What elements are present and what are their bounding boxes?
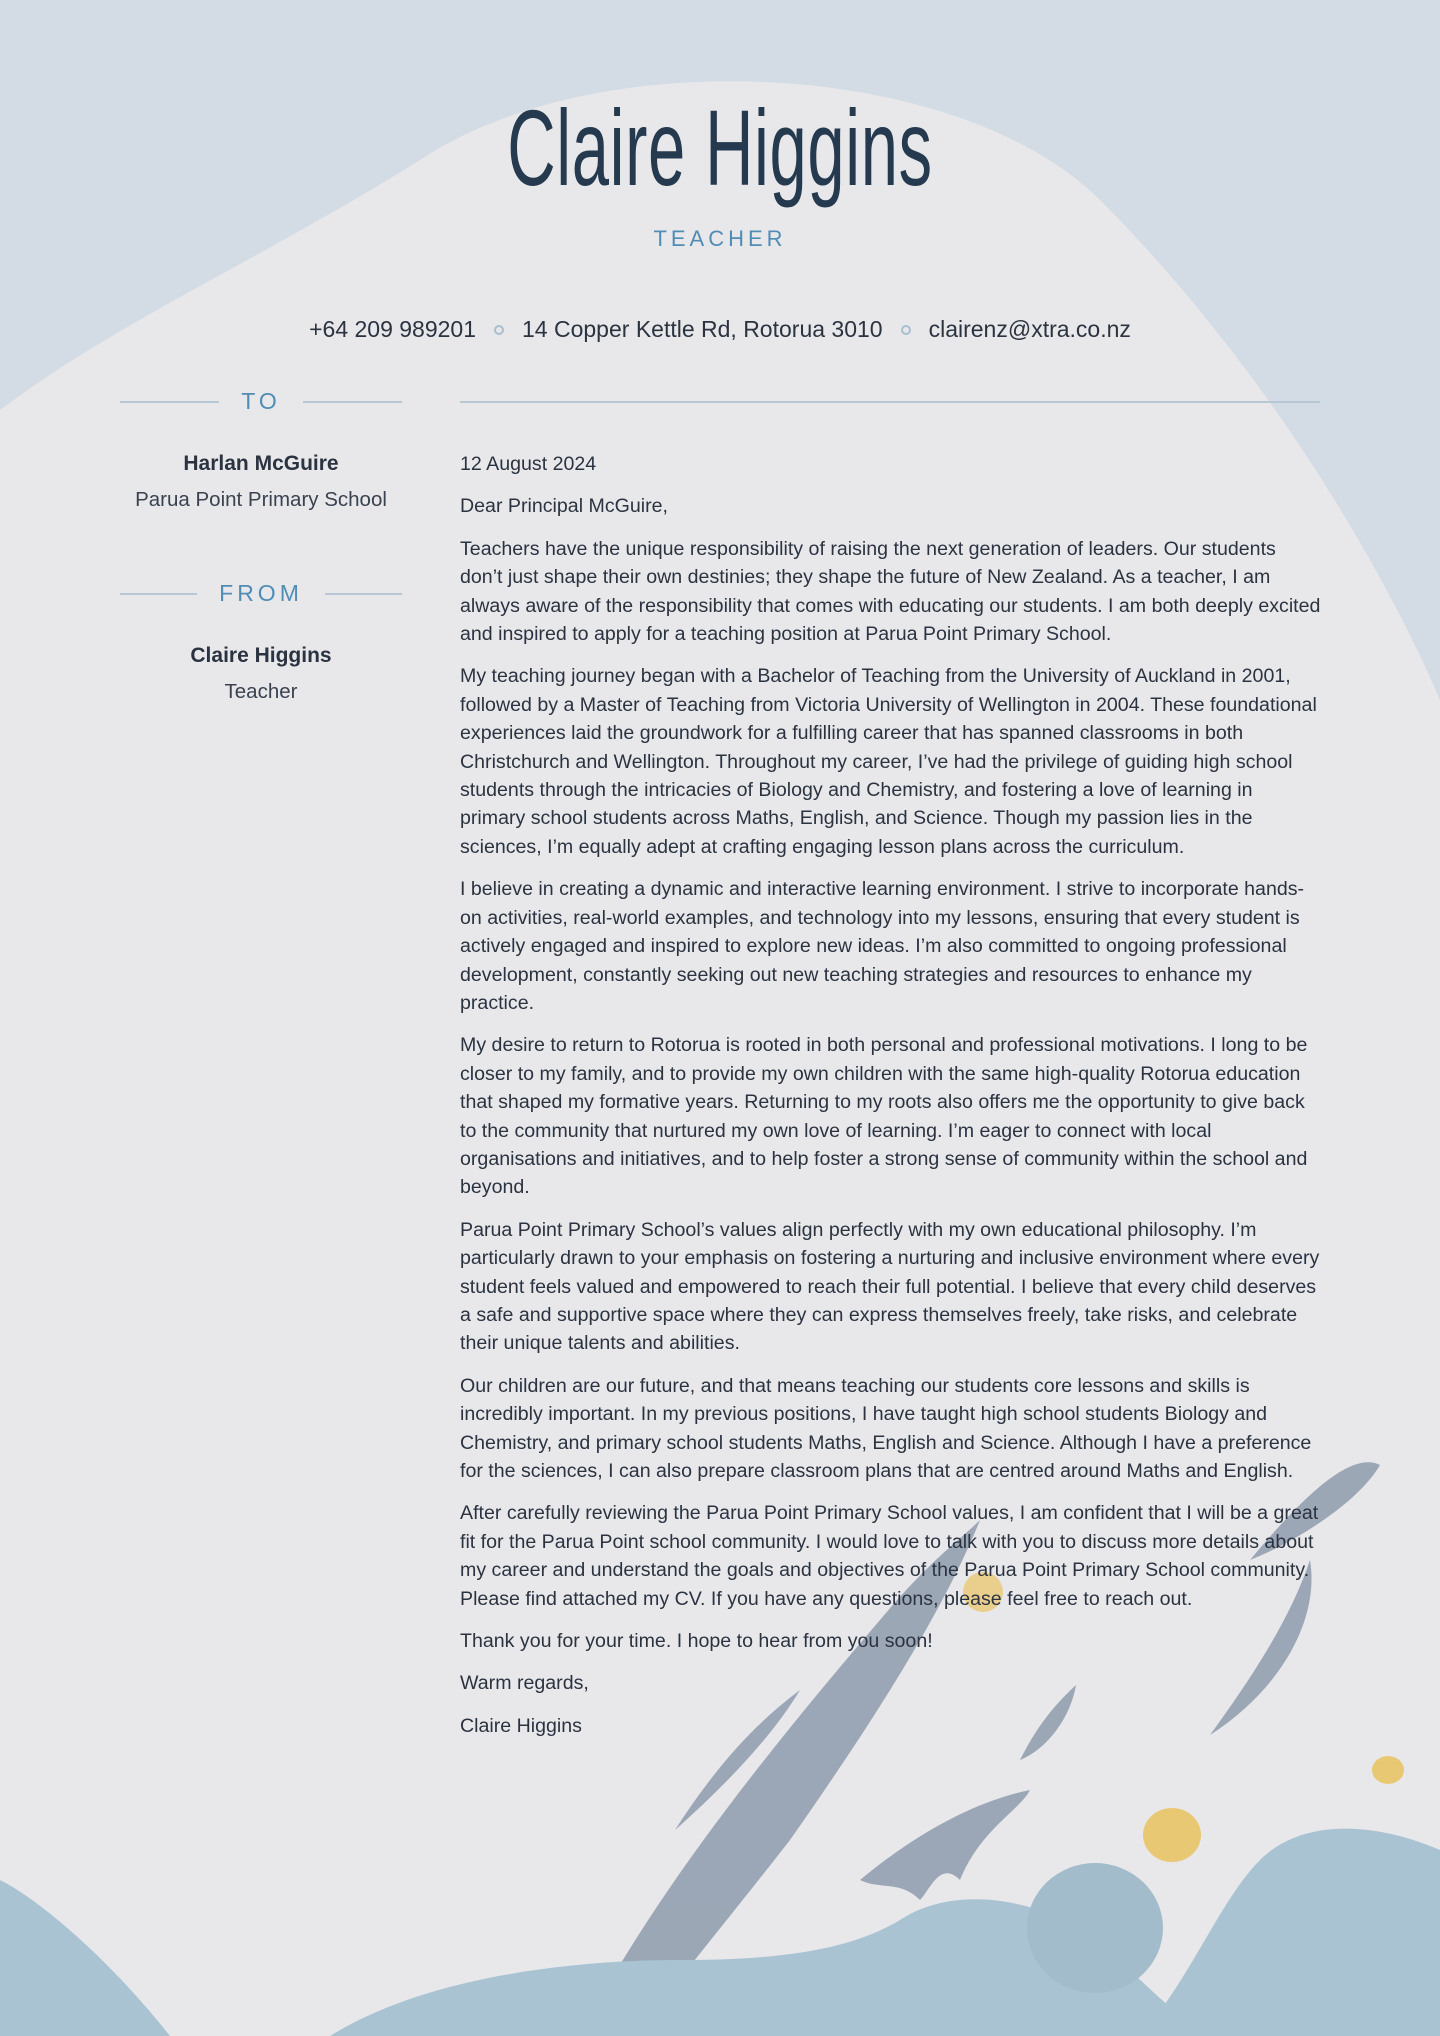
job-title: TEACHER xyxy=(653,226,787,251)
from-label: FROM xyxy=(219,580,303,606)
from-heading xyxy=(120,580,402,607)
phone-number[interactable]: +64 209 989201 xyxy=(309,316,477,342)
divider xyxy=(303,401,402,403)
paragraph: I believe in creating a dynamic and interactive learning environment. I strive to incorporate hands-on activities, real-world examples, and technology into my lessons, ensuring that every student is actively engaged and inspired to explore new ideas. I’m also committed to ongoing professional development, constantly seeking out new teaching strategies and resources to enhance my practice. xyxy=(460,878,1305,1014)
divider xyxy=(325,593,402,595)
letter-date: 12 August 2024 xyxy=(460,453,597,475)
paragraph: Teachers have the unique responsibility of raising the next generation of leaders. Our students don’t just shape their own destinies; they shape the future of New Zealand. As a teacher, I am always aware of the responsibility that comes with educating our students. I am both deeply excited and inspired to apply for a teaching position at Parua Point Primary School. xyxy=(460,537,1321,646)
paragraph: After carefully reviewing the Parua Point Primary School values, I am confident that I will be a great fit for the Parua Point school community. I would love to talk with you to discuss more details about my career and understand the goals and objectives of the Parua Point Primary School community. Please find attached my CV. If you have any questions, please feel free to reach out. xyxy=(460,1502,1319,1610)
contact-bar xyxy=(0,316,1440,343)
sender-role: Teacher xyxy=(224,680,298,703)
closing-line: Thank you for your time. I hope to hear from you soon! xyxy=(460,1630,933,1653)
recipient-organisation: Parua Point Primary School xyxy=(135,488,387,511)
letter-divider xyxy=(460,401,1320,403)
letter-body xyxy=(460,450,1322,1754)
address: 14 Copper Kettle Rd, Rotorua 3010 xyxy=(522,316,883,342)
salutation: Dear Principal McGuire, xyxy=(460,495,668,518)
recipient-name: Harlan McGuire xyxy=(183,452,339,475)
email-link[interactable]: clairenz@xtra.co.nz xyxy=(928,316,1131,342)
sender-name: Claire Higgins xyxy=(190,644,332,667)
to-label: TO xyxy=(241,388,281,414)
signature: Claire Higgins xyxy=(460,1714,582,1737)
circle-dot-icon xyxy=(494,325,504,335)
page-title-name: Claire Higgins xyxy=(507,87,933,208)
recipient-block xyxy=(120,452,402,512)
sign-off: Warm regards, xyxy=(460,1672,589,1695)
paragraph: Our children are our future, and that means teaching our students core lessons and skills is incredibly important. In my previous positions, I have taught high school students Biology and Chemistry, and primary school students Maths, English and Science. Although I have a preference for the sciences, I can also prepare classroom plans that are centred around Maths and English. xyxy=(460,1374,1312,1482)
divider xyxy=(120,401,219,403)
circle-dot-icon xyxy=(901,325,911,335)
paragraph: My desire to return to Rotorua is rooted in both personal and professional motivations. I long to be closer to my family, and to provide my own children with the same high-quality Rotorua education that shaped my formative years. Returning to my roots also offers me the opportunity to give back to the community that nurtured my own love of learning. I’m eager to connect with local organisations and initiatives, and to help foster a strong sense of community within the school and beyond. xyxy=(460,1034,1308,1199)
to-heading xyxy=(120,388,402,415)
divider xyxy=(120,593,197,595)
paragraph: Parua Point Primary School’s values align perfectly with my own educational philosophy. I’m particularly drawn to your emphasis on fostering a nurturing and inclusive environment where every student feels valued and empowered to reach their full potential. I believe that every child deserves a safe and supportive space where they can express themselves freely, take risks, and celebrate their unique talents and abilities. xyxy=(460,1218,1320,1355)
paragraph: My teaching journey began with a Bachelor of Teaching from the University of Auckland in 2001, followed by a Master of Teaching from Victoria University of Wellington in 2004. These foundational experiences laid the groundwork for a fulfilling career that has spanned classrooms in both Christchurch and Wellington. Throughout my career, I’ve had the privilege of guiding high school students through the intricacies of Biology and Chemistry, and fostering a love of learning in primary school students across Maths, English, and Science. Though my passion lies in the sciences, I’m equally adept at crafting engaging lesson plans across the curriculum. xyxy=(460,665,1317,858)
sender-block xyxy=(120,644,402,704)
